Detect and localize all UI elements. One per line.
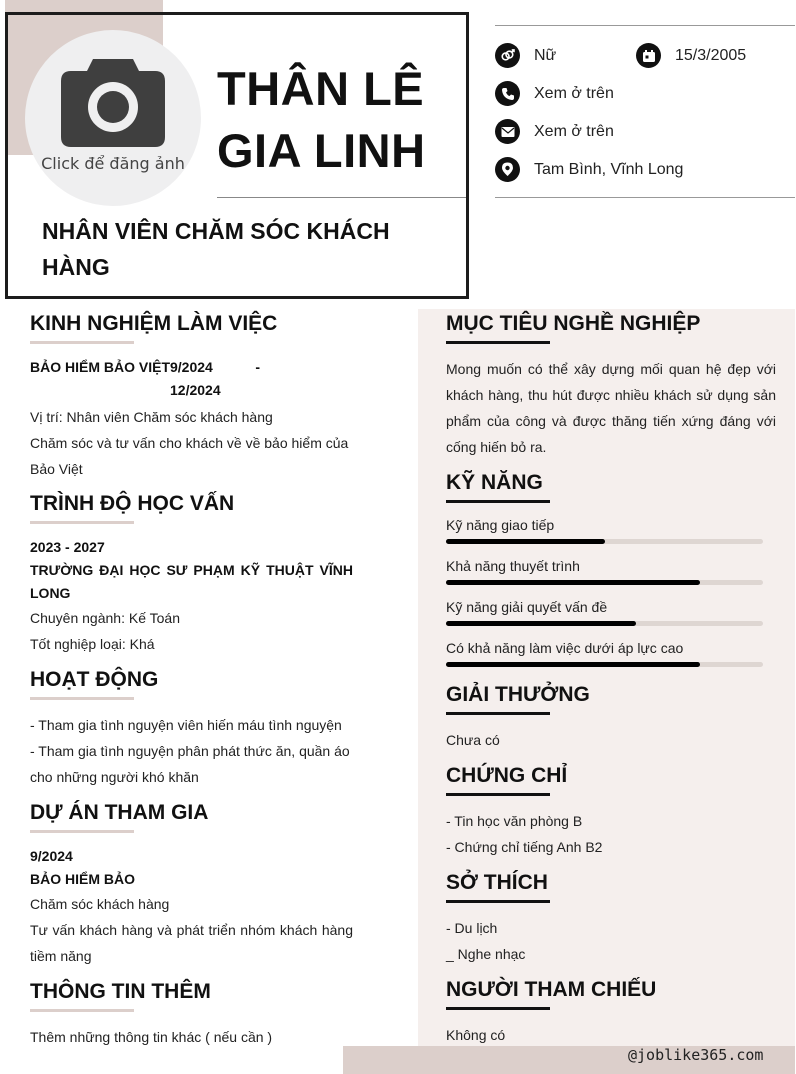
skill-item: [446, 638, 776, 667]
section-title: GIẢI THƯỞNG: [446, 683, 590, 706]
skill-item: [446, 597, 776, 626]
section-title: THÔNG TIN THÊM: [30, 980, 211, 1003]
calendar-icon: [636, 43, 661, 68]
section-title: TRÌNH ĐỘ HỌC VẤN: [30, 492, 235, 515]
gender-icon: [495, 43, 520, 68]
skill-item: [446, 556, 776, 585]
certificates-section: [446, 762, 776, 860]
section-underline: [30, 697, 134, 700]
name-divider: [217, 197, 466, 198]
experience-section: [30, 310, 353, 482]
awards-section: [446, 681, 776, 753]
address-item: [495, 157, 683, 182]
left-column: [30, 310, 353, 1050]
awards-text: Chưa có: [446, 732, 500, 748]
skill-level: [446, 621, 636, 626]
skill-label: Kỹ năng giải quyết vấn đề: [446, 599, 608, 615]
section-title: KINH NGHIỆM LÀM VIỆC: [30, 312, 278, 335]
phone-icon: [495, 81, 520, 106]
skill-label: Khả năng thuyết trình: [446, 558, 580, 574]
section-underline: [30, 1009, 134, 1012]
watermark: @joblike365.com: [628, 1046, 764, 1064]
section-underline: [446, 712, 550, 715]
major: Chuyên ngành: Kế Toán: [30, 610, 180, 626]
skills-section: [446, 469, 776, 667]
section-title: SỞ THÍCH: [446, 871, 548, 894]
address-value: Tam Bình, Vĩnh Long: [534, 160, 684, 178]
end-date: 12/2024: [170, 382, 221, 398]
skill-label: Kỹ năng giao tiếp: [446, 517, 555, 533]
skill-label: Có khả năng làm việc dưới áp lực cao: [446, 640, 684, 656]
camera-icon: [59, 55, 167, 147]
section-title: MỤC TIÊU NGHỀ NGHIỆP: [446, 312, 701, 335]
email-value: Xem ở trên: [534, 122, 614, 140]
experience-description: Chăm sóc và tư vấn cho khách về về bảo hiểm của Bảo Việt: [30, 435, 349, 477]
contact-info: [495, 25, 795, 198]
section-title: DỰ ÁN THAM GIA: [30, 801, 209, 824]
skill-bar: [446, 580, 763, 585]
birthday-item: [636, 43, 746, 68]
section-title: KỸ NĂNG: [446, 471, 543, 494]
list-item: - Tin học văn phòng B: [446, 813, 583, 829]
section-title: HOẠT ĐỘNG: [30, 668, 159, 691]
list-item: - Du lịch: [446, 920, 498, 936]
phone-item: [495, 81, 614, 106]
gender-value: Nữ: [534, 46, 557, 64]
more-info-text: Thêm những thông tin khác ( nếu cần ): [30, 1029, 273, 1045]
experience-dates: [170, 356, 260, 379]
full-name: [217, 58, 426, 182]
job-title: NHÂN VIÊN CHĂM SÓC KHÁCH HÀNG: [42, 218, 390, 280]
skill-level: [446, 662, 700, 667]
skill-bar: [446, 539, 763, 544]
date-separator: -: [255, 359, 260, 375]
activities-section: [30, 666, 353, 790]
project-description: Tư vấn khách hàng và phát triển nhóm khách hàng tiềm năng: [30, 922, 353, 964]
education-years: 2023 - 2027: [30, 539, 105, 555]
project-role: Chăm sóc khách hàng: [30, 896, 170, 912]
email-icon: [495, 119, 520, 144]
name-line-1: THÂN LÊ: [217, 62, 425, 115]
right-column: [446, 310, 776, 1048]
objective-text: Mong muốn có thể xây dựng mối quan hệ đẹp với khách hàng, thu hút được nhiều khách sử dụng sản phẩm của công và được thăng tiến xứng đáng với cống hiến bỏ ra.: [446, 361, 776, 455]
objective-section: [446, 310, 776, 460]
skill-bar: [446, 621, 763, 626]
grade: Tốt nghiệp loại: Khá: [30, 636, 155, 652]
section-underline: [446, 341, 550, 344]
section-underline: [30, 830, 134, 833]
gender-item: [495, 43, 556, 68]
references-section: [446, 976, 776, 1048]
section-title: NGƯỜI THAM CHIẾU: [446, 978, 657, 1001]
hobbies-section: [446, 869, 776, 967]
section-underline: [446, 900, 550, 903]
end-date-row: [30, 379, 353, 402]
skills-list: [446, 515, 776, 667]
photo-upload-hint: Click để đăng ảnh: [41, 154, 185, 173]
section-underline: [30, 521, 134, 524]
company-name: BẢO HIỂM BẢO VIỆT: [30, 359, 171, 375]
section-underline: [446, 793, 550, 796]
phone-value: Xem ở trên: [534, 84, 614, 102]
skill-level: [446, 580, 700, 585]
skill-item: [446, 515, 776, 544]
position: Vị trí: Nhân viên Chăm sóc khách hàng: [30, 409, 273, 425]
list-item: _ Nghe nhạc: [446, 946, 526, 962]
experience-header: [30, 356, 353, 379]
projects-section: [30, 799, 353, 969]
list-item: - Chứng chỉ tiếng Anh B2: [446, 839, 603, 855]
email-item: [495, 119, 614, 144]
list-item: - Tham gia tình nguyện viên hiến máu tình nguyện: [30, 717, 342, 733]
section-underline: [30, 341, 134, 344]
references-text: Không có: [446, 1027, 506, 1043]
section-title: CHỨNG CHỈ: [446, 764, 568, 787]
project-name: BẢO HIỂM BẢO: [30, 871, 135, 887]
skill-level: [446, 539, 605, 544]
skill-bar: [446, 662, 763, 667]
name-line-2: GIA LINH: [217, 124, 426, 177]
location-pin-icon: [495, 157, 520, 182]
education-section: [30, 490, 353, 657]
birthday-value: 15/3/2005: [675, 46, 747, 64]
section-underline: [446, 1007, 550, 1010]
start-date: 9/2024: [170, 359, 213, 375]
profile-photo-upload[interactable]: [25, 30, 201, 206]
school-name: TRƯỜNG ĐẠI HỌC SƯ PHẠM KỸ THUẬT VĨNH LONG: [30, 562, 353, 601]
section-underline: [446, 500, 550, 503]
list-item: - Tham gia tình nguyện phân phát thức ăn, quần áo cho những người khó khăn: [30, 743, 350, 785]
more-info-section: [30, 978, 353, 1050]
project-date: 9/2024: [30, 848, 73, 864]
